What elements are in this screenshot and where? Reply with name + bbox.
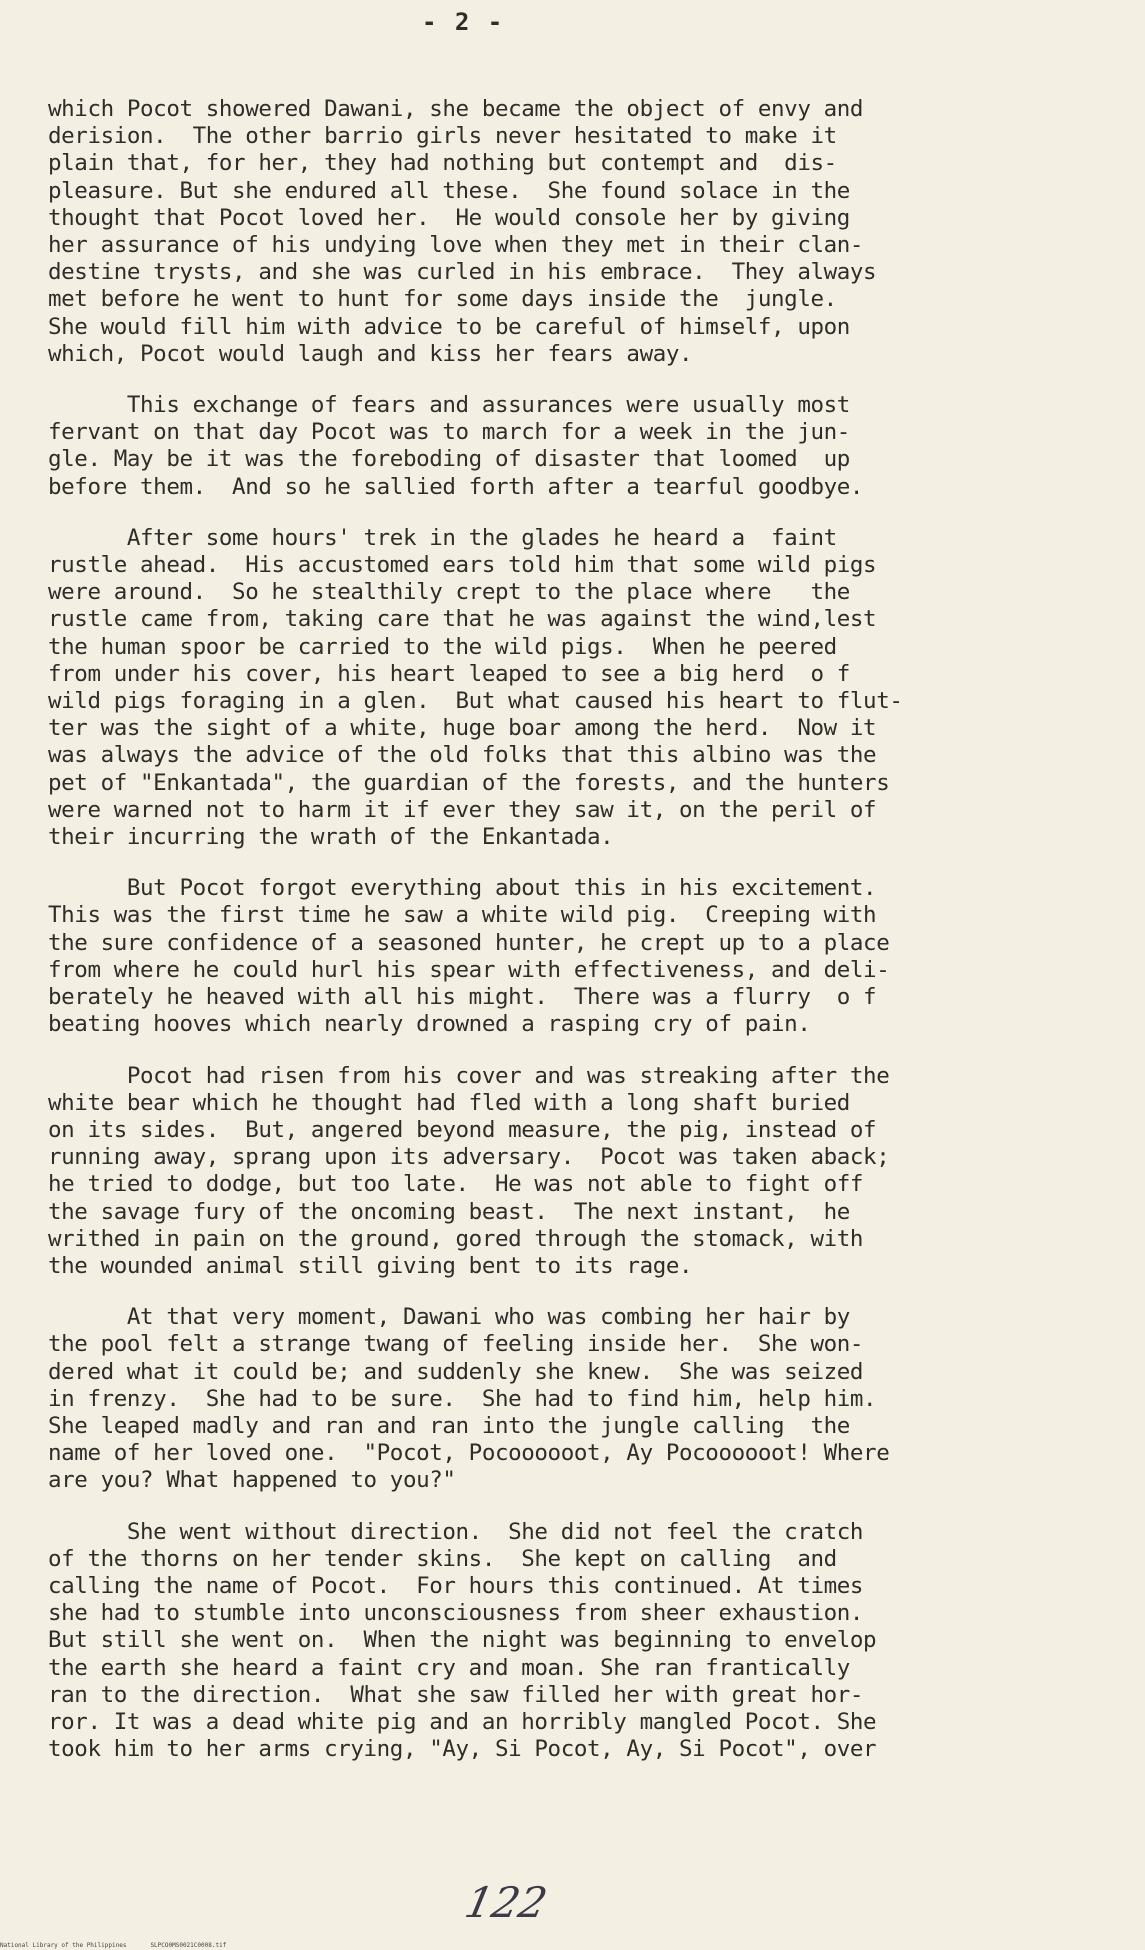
paragraph-1: which Pocot showered Dawani, she became the object of envy and derision. The other barrio girls never hesitated to make it plain that, for her, they had nothing but contempt and dis- pleasure. But she endured all these. She found solace in the thought that Pocot loved her. He would console her by giving her assurance of his undying love when they met in their clan- destine trysts, and she was curled in his embrace. They always met before he went to hunt for some days inside the jungle. She would fill him with advice to be careful of himself, upon which, Pocot would laugh and kiss her fears away. (48, 96, 877, 367)
handwritten-page-note: 122 (460, 1878, 552, 1927)
footer-file-label: SLPCO0MS0021C0008.tif (150, 1942, 227, 1949)
paragraph-3: After some hours' trek in the glades he heard a faint rustle ahead. His accustomed ears told him that some wild pigs were around. So he stealthily crept to the place where the rustle came from, taking care that he was against the wind,lest the human spoor be carried to the wild pigs. When he peered from under his cover, his heart leaped to see a big herd o f wild pigs foraging in a glen. But what caused his heart to flut- ter was the sight of a white, huge boar among the herd. Now it was always the advice of the old folks that this albino was the pet of "Enkantada", the guardian of the forests, and the hunters were warned not to harm it if ever they saw it, on the peril of their incurring the wrath of the Enkantada. (48, 524, 903, 851)
paragraph-6: At that very moment, Dawani who was combing her hair by the pool felt a strange twang of feeling inside her. She won- dered what it could be; and suddenly she knew. She was seized in frenzy. She had to be sure. She had to find him, help him. She leaped madly and ran and ran into the jungle calling the name of her loved one. "Pocot, Pocoooooot, Ay Pocoooooot! Where are you? What happened to you?" (48, 1304, 890, 1494)
archive-footer (0, 1942, 1145, 1949)
paragraph-2: This exchange of fears and assurances were usually most fervant on that day Pocot was to march for a week in the jun- gle. May be it was the foreboding of disaster that loomed up before them. And so he sallied forth after a tearful goodbye. (48, 392, 864, 500)
paragraph-5: Pocot had risen from his cover and was streaking after the white bear which he thought had fled with a long shaft buried on its sides. But, angered beyond measure, the pig, instead of running away, sprang upon its adversary. Pocot was taken aback; he tried to dodge, but too late. He was not able to fight off the savage fury of the oncoming beast. The next instant, he writhed in pain on the ground, gored through the stomack, with the wounded animal still giving bent to its rage. (48, 1062, 890, 1279)
paragraph-4: But Pocot forgot everything about this in his excitement. This was the first time he saw a white wild pig. Creeping with the sure confidence of a seasoned hunter, he crept up to a place from where he could hurl his spear with effectiveness, and deli- berately he heaved with all his might. There was a flurry o f beating hooves which nearly drowned a rasping cry of pain. (48, 875, 890, 1038)
paragraph-7: She went without direction. She did not feel the cratch of the thorns on her tender skins. She kept on calling and calling the name of Pocot. For hours this continued. At times she had to stumble into unconsciousness from sheer exhaustion. But still she went on. When the night was beginning to envelop the earth she heard a faint cry and moan. She ran frantically ran to the direction. What she saw filled her with great hor- ror. It was a dead white pig and an horribly mangled Pocot. She took him to her arms crying, "Ay, Si Pocot, Ay, Si Pocot", over (48, 1518, 877, 1763)
document-body (48, 96, 1068, 1787)
page-number: - 2 - (422, 8, 505, 36)
footer-library-label: National Library of the Philippines (0, 1942, 127, 1949)
